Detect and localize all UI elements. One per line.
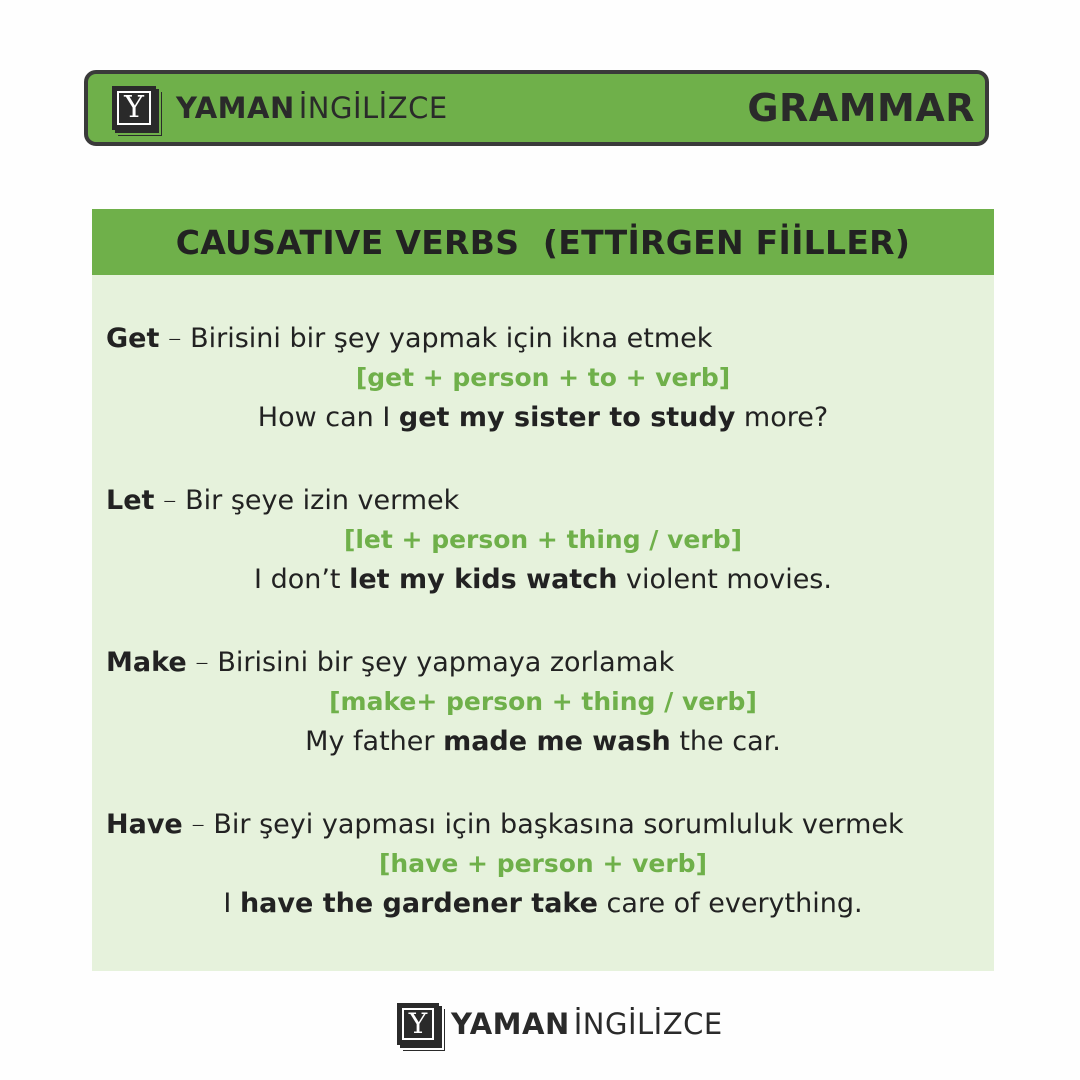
example-bold: made me wash <box>443 726 671 757</box>
brand-name-light: İNGİLİZCE <box>298 91 448 125</box>
brand-name <box>176 91 448 125</box>
example-sentence <box>106 884 994 924</box>
example-sentence <box>106 398 994 438</box>
logo-icon <box>397 1003 439 1045</box>
verb-label: Make <box>106 647 187 678</box>
card-title: CAUSATIVE VERBS (ETTİRGEN FİİLLER) <box>92 209 994 275</box>
example-bold: get my sister to study <box>398 402 736 433</box>
entries-list <box>92 275 994 924</box>
brand-name-bold: YAMAN <box>176 91 295 125</box>
entry-have <box>106 806 994 924</box>
meaning: Birisini bir şey yapmak için ikna etmek <box>190 323 713 354</box>
entry-get <box>106 320 994 438</box>
example-pre: My father <box>305 726 444 757</box>
definition-line <box>106 644 994 682</box>
formula: [have + person + verb] <box>379 849 707 878</box>
example-pre: I <box>223 888 240 919</box>
dash: – <box>182 809 214 840</box>
example-pre: I don’t <box>254 564 350 595</box>
brand <box>112 86 448 130</box>
example-sentence <box>106 560 994 600</box>
dash: – <box>186 647 218 678</box>
brand-name-light: İNGİLİZCE <box>573 1007 723 1041</box>
example-post: the car. <box>670 726 781 757</box>
meaning: Bir şeyi yapması için başkasına sorumluluk vermek <box>213 809 904 840</box>
example-post: care of everything. <box>597 888 863 919</box>
example-bold: have the gardener take <box>239 888 598 919</box>
dash: – <box>154 485 186 516</box>
meaning: Birisini bir şey yapmaya zorlamak <box>217 647 675 678</box>
entry-let <box>106 482 994 600</box>
formula: [get + person + to + verb] <box>355 363 731 392</box>
logo-icon <box>112 86 156 130</box>
logo-letter: Y <box>117 91 151 125</box>
dash: – <box>159 323 191 354</box>
formula: [make+ person + thing / verb] <box>329 687 757 716</box>
causative-verbs-card <box>92 209 994 971</box>
meaning: Bir şeye izin vermek <box>185 485 460 516</box>
example-post: more? <box>735 402 829 433</box>
definition-line <box>106 320 994 358</box>
verb-label: Get <box>106 323 160 354</box>
logo-letter: Y <box>402 1008 434 1040</box>
verb-label: Have <box>106 809 183 840</box>
example-bold: let my kids watch <box>349 564 618 595</box>
brand-name-bold: YAMAN <box>451 1007 570 1041</box>
header-bar <box>84 70 989 146</box>
entry-make <box>106 644 994 762</box>
verb-label: Let <box>106 485 155 516</box>
brand-name <box>451 1007 723 1041</box>
example-pre: How can I <box>257 402 399 433</box>
definition-line <box>106 482 994 520</box>
definition-line <box>106 806 994 844</box>
example-post: violent movies. <box>617 564 832 595</box>
section-label: GRAMMAR <box>747 86 975 130</box>
example-sentence <box>106 722 994 762</box>
footer-brand <box>397 1003 723 1045</box>
formula: [let + person + thing / verb] <box>343 525 743 554</box>
